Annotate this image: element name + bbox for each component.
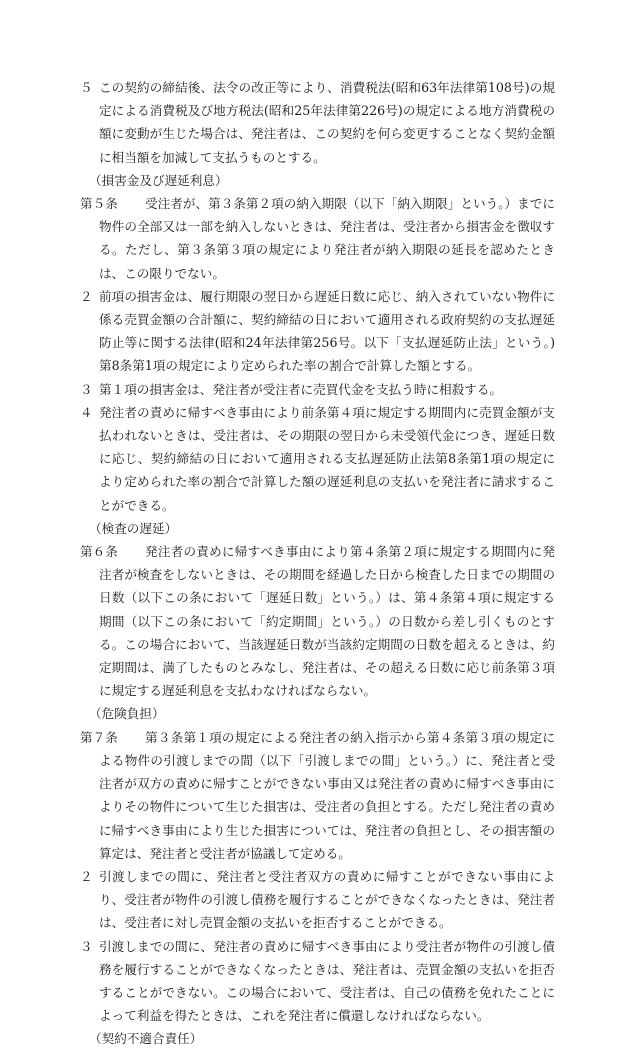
article-text: 第３条第１項の規定による発注者の納入指示から第４条第３項の規定による物件の引渡しまでの間（以下「引渡しまでの間」という。）に、発注者と受注者が双方の責めに帰すことができない事由又は発注者の責めに帰すべき事由によりその物件について生じた損害は、受注者の負担とする。ただし発注者の責めに帰すべき事由により生じた損害については、発注者の負担とし、その損害額の算定は、発注者と受注者が協議して定める。 [99,729,555,861]
article-number: 第５条 [80,196,118,212]
article-number: 第７条 [80,729,118,745]
paragraph-text: 発注者の責めに帰すべき事由により前条第４項に規定する期間内に売買金額が支払われないときは、受注者は、その期限の翌日から未受領代金につき、遅延日数に応じ、契約締結の日において適用される支払遅延防止法第8条第1項の規定により定められた率の割合で計算した額の遅延利息の支払いを発注者に請求することができる。 [99,404,555,513]
article-5 [80,192,555,285]
article-heading-nonconformity-liability: （契約不適合責任） [89,1031,203,1047]
paragraph-number: ３ [80,381,93,397]
article-text: 発注者の責めに帰すべき事由により第４条第２項に規定する期間内に発注者が検査をしないときは、その期間を経過した日から検査した日までの期間の日数（以下この条において「遅延日数」という。）は、第４条第４項に規定する期間（以下この条において「約定期間」という。）の日数から差し引くものとする。この場合において、当該遅延日数が当該約定期間の日数を超えるときは、約定期間は、満了したものとみなし、発注者は、その超える日数に応じ前条第３項に規定する遅延利息を支払わなければならない。 [99,544,556,699]
paragraph-number: ４ [80,404,93,420]
article-heading-inspection-delay: （検査の遅延） [89,520,178,536]
article-text: 受注者が、第３条第２項の納入期限（以下「納入期限」という。）までに物件の全部又は一部を納入しないときは、発注者は、受注者から損害金を徴収する。ただし、第３条第３項の規定により発注者が納入期限の延長を認めたときは、この限りでない。 [99,196,555,281]
paragraph-art5-2 [80,285,555,378]
paragraph-number: ５ [80,80,93,95]
paragraph-number: ３ [80,938,93,954]
paragraph-text: 前項の損害金は、履行期限の翌日から遅延日数に応じ、納入されていない物件に係る売買金額の合計額に、契約締結の日において適用される政府契約の支払遅延防止等に関する法律(昭和24年法律第256号。以下「支払遅延防止法」という。)第8条第1項の規定により定められた率の割合で計算した額とする。 [99,288,556,374]
document-body [80,76,555,1051]
article-6 [80,540,555,702]
paragraph-number: ２ [80,288,93,304]
paragraph-text: この契約の締結後、法令の改正等により、消費税法(昭和63年法律第108号)の規定による消費税及び地方税法(昭和25年法律第226号)の規定による地方消費税の額に変動が生じた場合は、発注者は、この契約を何ら変更することなく契約金額に相当額を加減して支払うものとする。 [99,80,556,165]
paragraph-art7-2 [80,865,555,935]
article-heading-damages: （損害金及び遅延利息） [89,172,228,188]
article-heading-risk-burden: （危険負担） [89,706,165,722]
paragraph-art7-3 [80,935,555,1028]
article-number: 第６条 [80,544,118,560]
paragraph-text: 第１項の損害金は、発注者が受注者に売買代金を支払う時に相殺する。 [99,381,502,397]
paragraph-text: 引渡しまでの間に、発注者と受注者双方の責めに帰すことができない事由により、受注者が物件の引渡し債務を履行することができなくなったときは、発注者は、受注者に対し売買金額の支払いを拒否することができる。 [99,868,555,931]
paragraph-text: 引渡しまでの間に、発注者の責めに帰すべき事由により受注者が物件の引渡し債務を履行することができなくなったときは、発注者は、売買金額の支払いを拒否することができない。この場合において、受注者は、自己の債務を免れたことによって利益を得たときは、これを発注者に償還しなければならない。 [99,938,555,1024]
paragraph-number: ２ [80,868,93,884]
paragraph-art5-3 [80,378,555,401]
paragraph-art4-5 [80,76,555,169]
paragraph-art5-4 [80,401,555,517]
article-7 [80,726,555,865]
